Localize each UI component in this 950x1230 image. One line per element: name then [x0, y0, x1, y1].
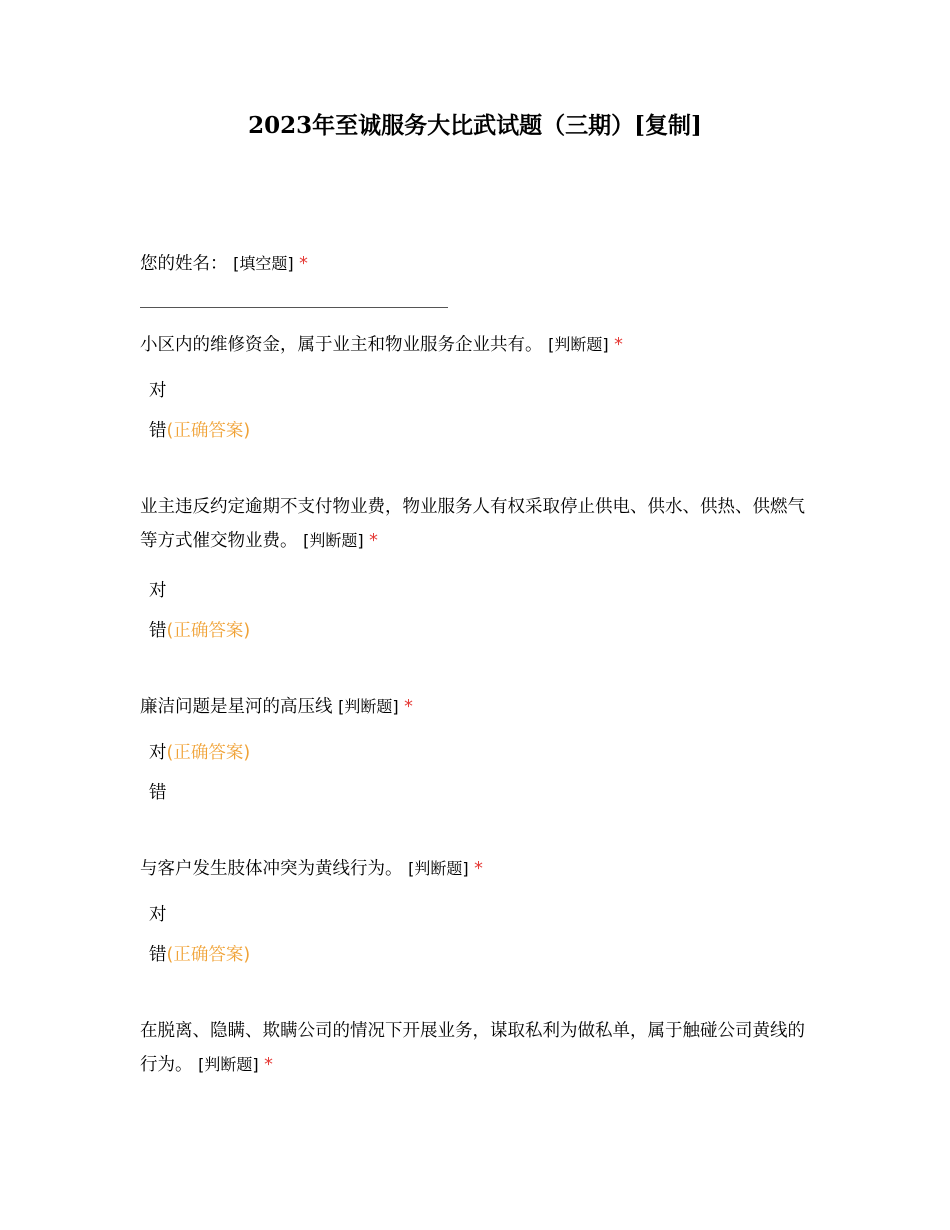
option-label: 错 [149, 421, 167, 441]
question-type-tag: [判断题] [408, 859, 469, 878]
question-text: 业主违反约定逾期不支付物业费，物业服务人有权采取停止供电、供水、供热、供燃气等方式催交物业费。 [140, 497, 805, 551]
question-5 [140, 852, 820, 886]
option-label: 对 [149, 381, 167, 401]
question-3 [140, 490, 820, 558]
option-item [149, 901, 167, 929]
title-suffix: [复制] [634, 112, 702, 139]
question-text: 廉洁问题是星河的高压线 [140, 697, 333, 717]
required-mark: * [299, 254, 308, 274]
question-text: 与客户发生肢体冲突为黄线行为。 [140, 859, 403, 879]
question-type-tag: [判断题] [198, 1055, 259, 1074]
correct-answer-label: (正确答案) [166, 621, 251, 641]
correct-answer-label: (正确答案) [166, 743, 251, 763]
question-type-tag: [判断题] [548, 335, 609, 354]
question-text: 在脱离、隐瞒、欺瞒公司的情况下开展业务，谋取私利为做私单，属于触碰公司黄线的行为。 [140, 1021, 805, 1075]
title-text: 年至诚服务大比武试题（三期） [312, 112, 635, 139]
option-label: 错 [149, 945, 167, 965]
correct-answer-label: (正确答案) [166, 421, 251, 441]
option-label: 对 [149, 905, 167, 925]
question-2 [140, 328, 820, 362]
name-answer-line [140, 307, 448, 308]
title-year: 2023 [248, 112, 313, 139]
option-item [149, 377, 167, 405]
question-name [140, 247, 820, 281]
required-mark: * [264, 1055, 273, 1075]
required-mark: * [614, 335, 623, 355]
page-title [0, 110, 950, 142]
question-type-tag: [判断题] [303, 531, 364, 550]
question-text: 您的姓名： [140, 254, 228, 274]
correct-answer-label: (正确答案) [166, 945, 251, 965]
option-item [149, 417, 250, 445]
option-item [149, 577, 167, 605]
option-label: 错 [149, 621, 167, 641]
option-item [149, 779, 167, 807]
question-4 [140, 690, 820, 724]
option-label: 对 [149, 743, 167, 763]
required-mark: * [474, 859, 483, 879]
option-item [149, 941, 250, 969]
question-type-tag: [判断题] [338, 697, 399, 716]
option-item [149, 617, 250, 645]
option-label: 错 [149, 783, 167, 803]
question-text: 小区内的维修资金，属于业主和物业服务企业共有。 [140, 335, 543, 355]
required-mark: * [404, 697, 413, 717]
option-label: 对 [149, 581, 167, 601]
option-item [149, 739, 250, 767]
question-type-tag: [填空题] [233, 254, 294, 273]
required-mark: * [369, 531, 378, 551]
question-6 [140, 1014, 820, 1082]
